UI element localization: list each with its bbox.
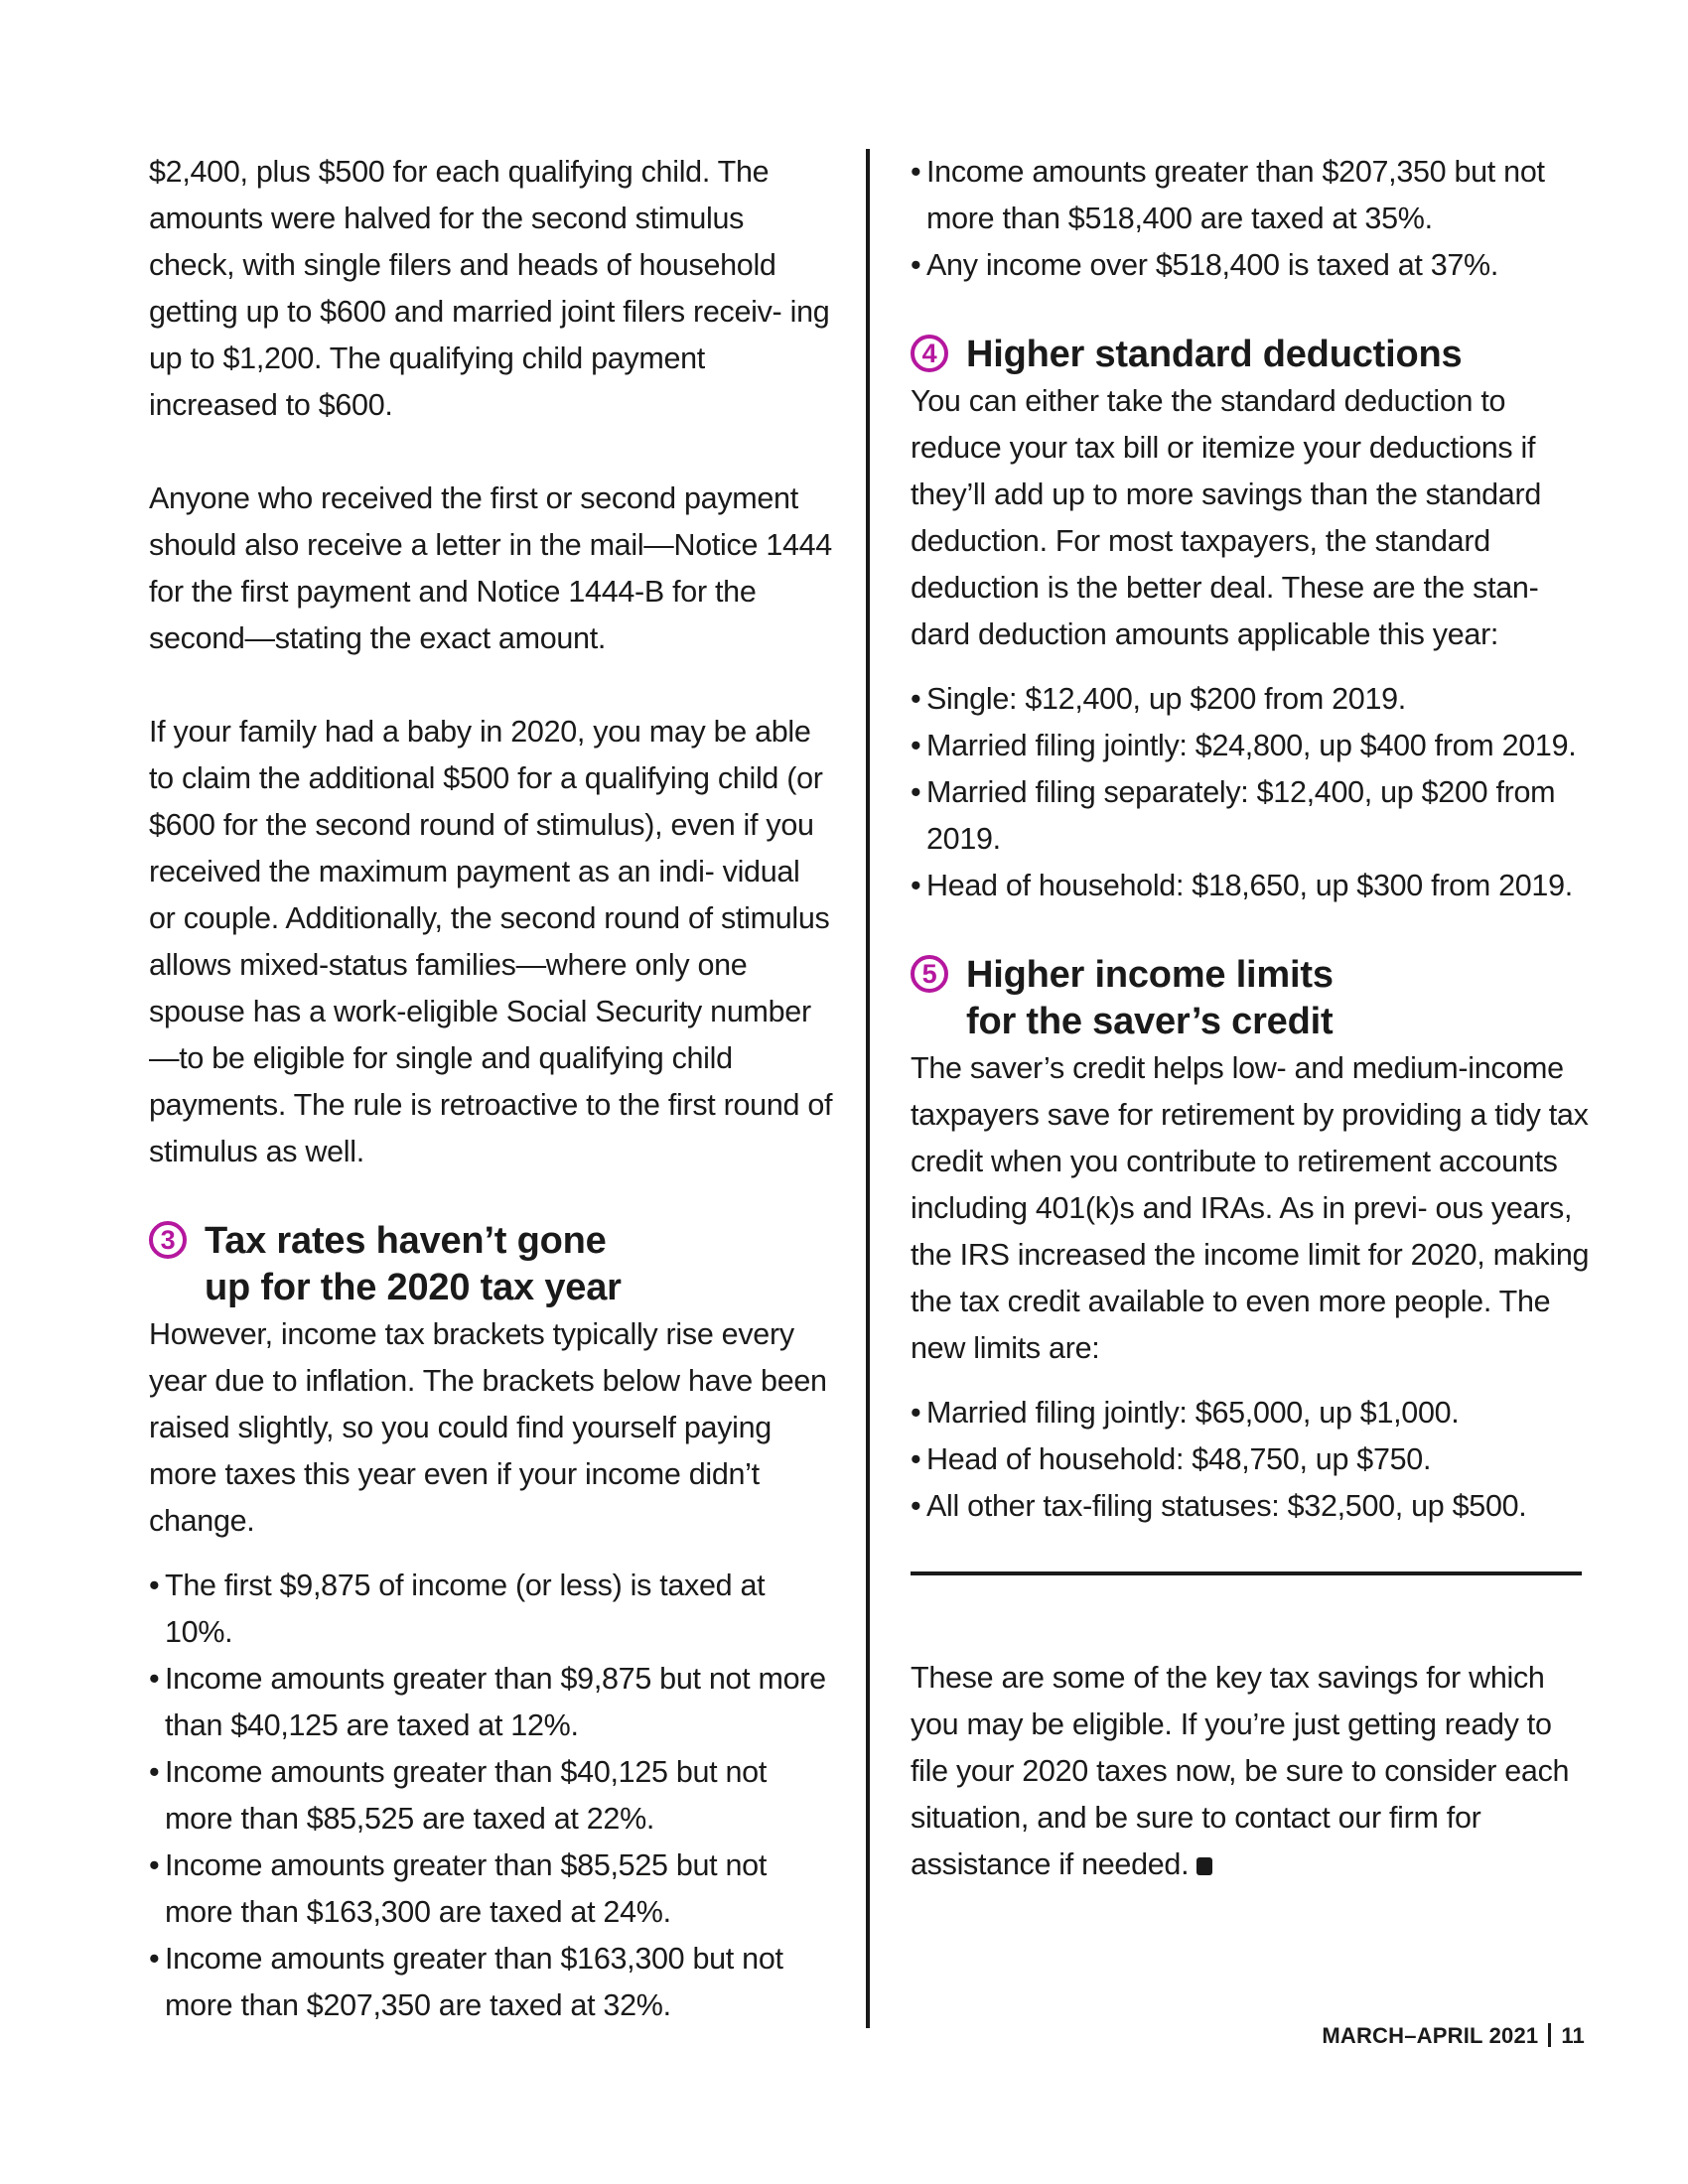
list-item: • All other tax-filing statuses: $32,500, up $500. xyxy=(911,1483,1596,1530)
section-4-number-icon: 4 xyxy=(911,335,948,372)
list-item: • Head of household: $18,650, up $300 from 2019. xyxy=(911,863,1596,909)
end-mark-icon xyxy=(1196,1857,1212,1875)
list-item: • Any income over $518,400 is taxed at 37%. xyxy=(911,242,1596,289)
list-item: • Married filing jointly: $65,000, up $1,000. xyxy=(911,1390,1596,1436)
paragraph-notice-letters: Anyone who received the first or second payment should also receive a letter in the mail—Notice 1444 for the first payment and Notice 1444-B for the second—stating the exact amount. xyxy=(149,481,832,655)
list-item: • Income amounts greater than $163,300 but not more than $207,350 are taxed at 32%. xyxy=(149,1936,834,2029)
section-4-body: You can either take the standard deduction to reduce your tax bill or itemize your deductions if they’ll add up to more savings than the standard deduction. For most taxpayers, the standard deduction is the better deal. These are the stan- dard deduction amounts applicable this year: xyxy=(911,384,1541,651)
paragraph-stimulus-amounts: $2,400, plus $500 for each qualifying child. The amounts were halved for the second stimulus check, with single filers and heads of household getting up to $600 and married joint filers receiv- ing up to $1,200. The qualifying child payment increased to $600. xyxy=(149,155,830,422)
section-5-number-icon: 5 xyxy=(911,955,948,993)
list-item: • Income amounts greater than $9,875 but not more than $40,125 are taxed at 12%. xyxy=(149,1656,834,1749)
list-item: • Income amounts greater than $85,525 but not more than $163,300 are taxed at 24%. xyxy=(149,1843,834,1936)
column-divider xyxy=(866,149,870,2028)
list-item: • Single: $12,400, up $200 from 2019. xyxy=(911,676,1596,723)
left-column xyxy=(149,149,834,2029)
savers-credit-list xyxy=(911,1390,1596,1530)
tax-bracket-list xyxy=(149,1563,834,2029)
issue-date: MARCH–APRIL 2021 xyxy=(1322,2023,1539,2048)
closing-paragraph: These are some of the key tax savings for which you may be eligible. If you’re just getting ready to file your 2020 taxes now, be sure to consider each situation, and be sure to contact our firm for assistance if needed. xyxy=(911,1661,1570,1881)
section-4 xyxy=(911,332,1596,909)
list-item: • Head of household: $48,750, up $750. xyxy=(911,1436,1596,1483)
section-3 xyxy=(149,1218,834,2029)
paragraph-baby-2020: If your family had a baby in 2020, you may be able to claim the additional $500 for a qualifying child (or $600 for the second round of stimulus), even if you received the maximum payment as an indi- vidual or couple. Additionally, the second round of stimulus allows mixed-status families—where only one spouse has a work-eligible Social Security number—to be eligible for single and qualifying child payments. The rule is retroactive to the first round of stimulus as well. xyxy=(149,715,833,1168)
list-item: • Income amounts greater than $40,125 but not more than $85,525 are taxed at 22%. xyxy=(149,1749,834,1843)
section-5 xyxy=(911,952,1596,1530)
section-4-heading: 4 Higher standard deductions xyxy=(911,332,1596,378)
standard-deduction-list xyxy=(911,676,1596,909)
section-5-heading: 5 Higher income limits for the saver’s credit xyxy=(911,952,1596,1045)
list-item: • Married filing separately: $12,400, up $200 from 2019. xyxy=(911,769,1596,863)
right-column xyxy=(911,149,1596,1888)
section-3-body: However, income tax brackets typically rise every year due to inflation. The brackets below have been raised slightly, so you could find yourself paying more taxes this year even if your income didn’t change. xyxy=(149,1317,827,1538)
section-3-number-icon: 3 xyxy=(149,1221,187,1259)
page-number: 11 xyxy=(1561,2023,1585,2048)
list-item: • The first $9,875 of income (or less) is taxed at 10%. xyxy=(149,1563,834,1656)
section-5-body: The saver’s credit helps low- and medium-income taxpayers save for retirement by providing a tidy tax credit when you contribute to retirement accounts including 401(k)s and IRAs. As in previ- ous years, the IRS increased the income limit for 2020, making the tax credit available to even more people. The new limits are: xyxy=(911,1051,1590,1365)
list-item: • Married filing jointly: $24,800, up $400 from 2019. xyxy=(911,723,1596,769)
footer-separator xyxy=(1548,2023,1551,2047)
horizontal-divider xyxy=(911,1571,1582,1575)
page-footer xyxy=(1322,2023,1585,2049)
tax-bracket-list-continued xyxy=(911,149,1596,289)
section-3-heading: 3 Tax rates haven’t gone up for the 2020 tax year xyxy=(149,1218,834,1311)
list-item: • Income amounts greater than $207,350 but not more than $518,400 are taxed at 35%. xyxy=(911,149,1596,242)
